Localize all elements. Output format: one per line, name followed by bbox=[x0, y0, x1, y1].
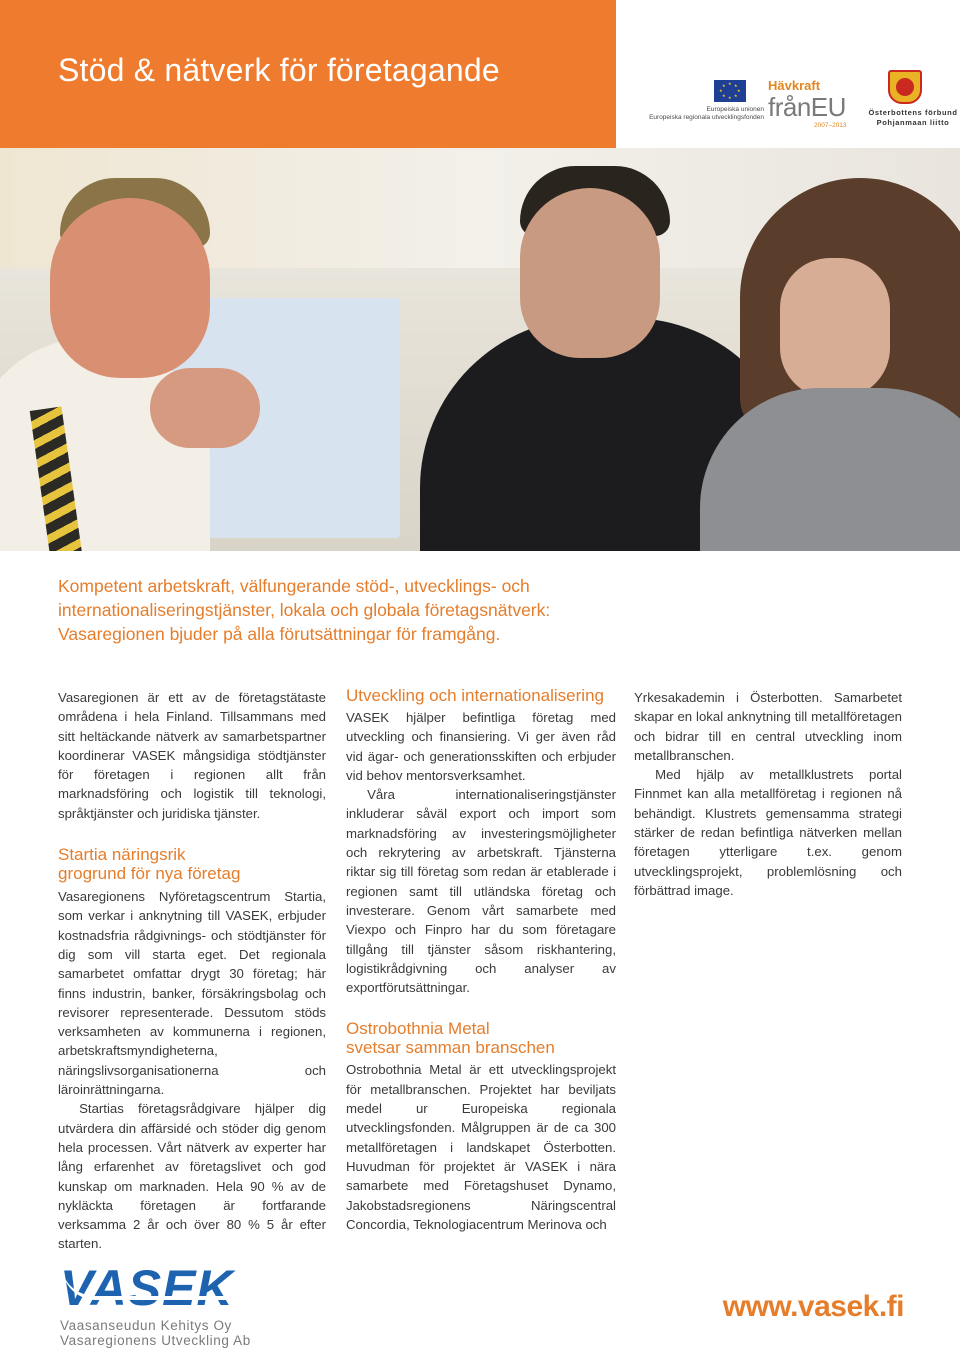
col3-paragraph-2: Med hjälp av metallklustrets portal Finnmet kan alla metallföretag i regionen nå behändigt. Klustrets gemensamma strategi stärker de redan befintliga nätverken mellan företagen ytterligare t.ex. genom utvecklingsprojekt, problemlösning och förbättrad image. bbox=[634, 767, 902, 898]
coat-of-arms-icon bbox=[888, 70, 922, 104]
vasek-subtitle-sv: Vasaregionens Utveckling Ab bbox=[60, 1333, 251, 1348]
startia-heading bbox=[58, 845, 326, 883]
col3-paragraph-1: Yrkesakademin i Österbotten. Samarbetet skapar en lokal anknytning till metallföretagen och bidrar till en central utveckling inom metallbranschen. bbox=[634, 690, 902, 763]
intro-paragraph: Vasaregionen är ett av de företagstätaste områdena i hela Finland. Tillsammans med sitt heltäckande nätverk av samarbetspartner koordinerar VASEK mångsidiga stödtjänster för företagen i regionen allt från marknadsföring och logistik till teknologi, språktjänster och juridiska tjänster. bbox=[58, 690, 326, 821]
utveckling-heading: Utveckling och internationalisering bbox=[346, 686, 604, 705]
eu-line2: Europeiska regionala utvecklingsfonden bbox=[649, 114, 764, 121]
startia-heading-line2: grogrund för nya företag bbox=[58, 864, 241, 884]
lead-paragraph: Kompetent arbetskraft, välfungerande stöd-, utvecklings- och internationaliseringstjänster, lokala och globala företagsnätverk: Vasaregionen bjuder på alla förutsättningar för framgång. bbox=[58, 576, 551, 644]
column-3 bbox=[634, 688, 902, 900]
eu-line1: Europeiska unionen bbox=[706, 106, 764, 113]
startia-heading-line1: Startia näringsrik bbox=[58, 845, 186, 865]
vasek-subtitle bbox=[60, 1318, 251, 1348]
column-1 bbox=[58, 688, 326, 1254]
utveckling-paragraph-2: Våra internationaliseringstjänster inkluderar såväl export och import som marknadsföring av investeringsmöjligheter och rekrytering av arbetskraft. Tjänsterna riktar sig till företag som redan är etablerade i regionen samt till utländska företag och investerare. Genom vårt samarbete med Viexpo och Finpro har du som företagare tillgång till tjänster såsom riskhantering, logistikrådgivning och analyser av exportförutsättningar. bbox=[346, 787, 616, 996]
startia-paragraph-1: Vasaregionens Nyföretagscentrum Startia, som verkar i anknytning till VASEK, erbjuder kostnadsfria rådgivnings- och stödtjänster för dig som vill starta eget. Det regionala samarbetet omfattar drygt 30 företag; här finns industrin, banker, försäkringsbolag och revisorer representerade. Dessutom stöds verksamheten av kommunerna i regionen, arbetskraftsmyndigheterna, näringslivsorganisationerna och läroinrättningarna. bbox=[58, 889, 326, 1098]
swoosh-icon bbox=[62, 1266, 272, 1300]
utveckling-paragraph-1: VASEK hjälper befintliga företag med utveckling och finansiering. Vi ger även råd vid ägar- och generationsskiften och erbjuder vid behov mentorsverksamhet. bbox=[346, 710, 616, 783]
website-link[interactable]: www.vasek.fi bbox=[722, 1290, 904, 1323]
column-2 bbox=[346, 686, 616, 1234]
header-banner bbox=[0, 0, 960, 148]
ostrobothnia-paragraph: Ostrobothnia Metal är ett utvecklingsprojekt för metallbranschen. Projektet har beviljats medel ur Europeiska regionala utvecklingsfonden. Målgruppen är de ca 300 metallföretagen i landskapet Österbotten. Huvudman för projektet är VASEK i nära samarbete med Företagshuset Dynamo, Jakobstadsregionens Näringscentral Concordia, Teknologiacentrum Merinova och bbox=[346, 1062, 616, 1232]
ob-line1: Österbottens förbund bbox=[868, 108, 958, 117]
partner-logos bbox=[616, 0, 960, 148]
ostrobothnia-heading bbox=[346, 1019, 616, 1057]
ostrobothnia-heading-line1: Ostrobothnia Metal bbox=[346, 1019, 490, 1039]
hero-photo bbox=[0, 148, 960, 551]
ostrobothnia-heading-line2: svetsar samman branschen bbox=[346, 1038, 555, 1058]
ob-line2: Pohjanmaan liitto bbox=[876, 118, 950, 127]
startia-paragraph-2: Startias företagsrådgivare hjälper dig utvärdera din affärsidé och stöder dig genom hela processen. Vårt nätverk av experter har lång erfarenhet av företagslivet och god kunskap om marknaden. Hela 90 % av de nykläckta företagen är fortfarande verksamma 2 år och över 80 % 5 år efter starten. bbox=[58, 1101, 326, 1252]
havkraft-label: Hävkraft bbox=[768, 78, 821, 93]
page-title: Stöd & nätverk för företagande bbox=[58, 52, 500, 88]
eu-flag-icon: ★ ★ ★ ★ ★ ★ ★ ★ bbox=[714, 80, 746, 102]
vasek-logo bbox=[60, 1262, 251, 1348]
vasek-wordmark: VASEK bbox=[60, 1260, 234, 1316]
eu-logo-text bbox=[634, 106, 764, 122]
havkraft-years: 2007–2013 bbox=[814, 122, 847, 129]
franeu-label: frånEU bbox=[768, 92, 846, 122]
ob-logo-text bbox=[868, 108, 958, 128]
vasek-subtitle-fi: Vaasanseudun Kehitys Oy bbox=[60, 1318, 232, 1333]
